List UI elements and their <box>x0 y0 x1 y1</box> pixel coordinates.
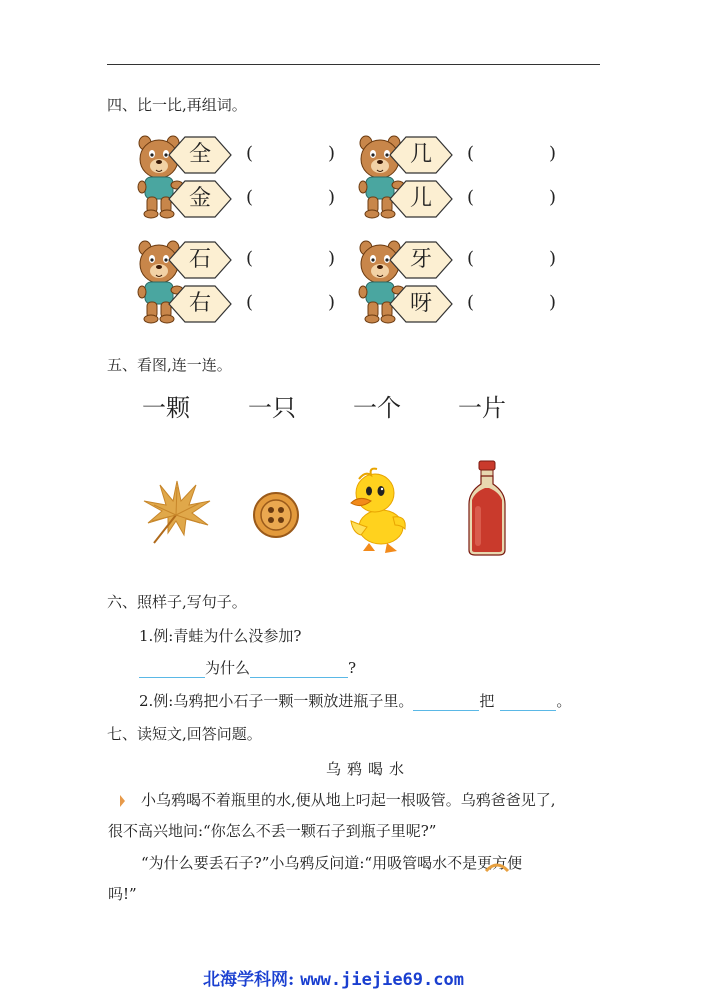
section5-heading: 五、看图,连一连。 <box>107 356 232 374</box>
passage-p1-line1: 小乌鸦喝不着瓶里的水,便从地上叼起一根吸管。乌鸦爸爸见了, <box>141 791 556 809</box>
character: 牙 <box>409 247 432 272</box>
compare-group-4 <box>358 240 578 324</box>
exercise-1-mid: 为什么 <box>205 659 251 677</box>
paren-close: ) <box>549 187 557 208</box>
word-answer-field[interactable] <box>480 288 544 318</box>
answer-blank-2a[interactable] <box>413 692 479 711</box>
measure-word-1[interactable]: 一颗 <box>142 394 190 422</box>
character-tag <box>167 179 233 219</box>
section4-heading: 四、比一比,再组词。 <box>107 96 247 114</box>
section7-heading: 七、读短文,回答问题。 <box>107 725 262 743</box>
paren-open: ( <box>467 143 475 164</box>
word-answer-field[interactable] <box>259 139 323 169</box>
answer-blank-1b[interactable] <box>250 659 348 678</box>
character: 右 <box>188 291 211 316</box>
compare-row <box>388 135 578 175</box>
passage-p1-line2: 很不高兴地问:“你怎么不丢一颗石子到瓶子里呢?” <box>108 822 437 840</box>
character-tag <box>388 240 454 280</box>
compare-group-1 <box>137 135 357 219</box>
exercise-2-mid: 把 <box>479 692 495 710</box>
measure-word-4[interactable]: 一片 <box>458 394 506 422</box>
paren-open: ( <box>246 248 254 269</box>
leaf-picture[interactable] <box>140 475 214 549</box>
character: 呀 <box>409 291 432 316</box>
measure-word-2[interactable]: 一只 <box>248 394 296 422</box>
answer-blank-2b[interactable] <box>500 692 556 711</box>
button-icon <box>252 491 300 539</box>
paren-open: ( <box>246 292 254 313</box>
answer-blank-1a[interactable] <box>139 659 205 678</box>
paren-close: ) <box>549 143 557 164</box>
character-tag <box>167 240 233 280</box>
bottle-picture[interactable] <box>463 458 511 562</box>
character: 全 <box>188 142 211 167</box>
example-2: 2.例:乌鸦把小石子一颗一颗放进瓶子里。 <box>139 692 414 710</box>
example-1: 1.例:青蛙为什么没参加? <box>139 627 302 645</box>
paren-open: ( <box>467 292 475 313</box>
character: 儿 <box>409 186 432 211</box>
compare-row <box>388 179 578 219</box>
character-tag <box>388 284 454 324</box>
compare-row <box>167 135 357 175</box>
paren-close: ) <box>328 248 336 269</box>
compare-row <box>388 240 578 280</box>
compare-row <box>167 284 357 324</box>
paren-open: ( <box>467 248 475 269</box>
leaf-icon <box>140 475 214 545</box>
paren-open: ( <box>246 143 254 164</box>
character: 几 <box>409 142 432 167</box>
bottle-icon <box>463 458 511 558</box>
character-tag <box>388 179 454 219</box>
passage-p2-line1: “为什么要丢石子?”小乌鸦反问道:“用吸管喝水不是更方便 <box>141 854 523 872</box>
paren-close: ) <box>328 187 336 208</box>
character: 石 <box>188 247 211 272</box>
compare-group-3 <box>137 240 357 324</box>
paren-open: ( <box>467 187 475 208</box>
section6-heading: 六、照样子,写句子。 <box>107 593 247 611</box>
orange-mark-icon <box>118 793 126 812</box>
passage-p2-line2: 吗!” <box>108 885 137 903</box>
paren-close: ) <box>549 292 557 313</box>
character-tag <box>167 135 233 175</box>
measure-word-3[interactable]: 一个 <box>353 394 401 422</box>
duckling-icon <box>345 463 409 559</box>
orange-arc-icon <box>484 858 510 877</box>
button-picture[interactable] <box>252 491 300 543</box>
exercise-2-end: 。 <box>556 692 572 710</box>
character-tag <box>167 284 233 324</box>
word-answer-field[interactable] <box>480 183 544 213</box>
exercise-1-end: ? <box>348 659 357 677</box>
footer <box>203 965 464 990</box>
paren-close: ) <box>328 292 336 313</box>
word-answer-field[interactable] <box>259 288 323 318</box>
paren-close: ) <box>328 143 336 164</box>
exercise-1-line <box>139 657 356 678</box>
top-rule <box>107 64 600 65</box>
compare-group-2 <box>358 135 578 219</box>
paren-close: ) <box>549 248 557 269</box>
word-answer-field[interactable] <box>480 244 544 274</box>
compare-row <box>388 284 578 324</box>
compare-row <box>167 179 357 219</box>
passage-title: 乌鸦喝水 <box>326 760 411 778</box>
compare-row <box>167 240 357 280</box>
paren-open: ( <box>246 187 254 208</box>
duckling-picture[interactable] <box>345 463 409 563</box>
footer-site-name: 北海学科网: <box>203 970 295 990</box>
character: 金 <box>188 186 211 211</box>
exercise-2-line <box>139 690 571 711</box>
character-tag <box>388 135 454 175</box>
footer-url[interactable]: www.jiejie69.com <box>300 970 464 990</box>
word-answer-field[interactable] <box>480 139 544 169</box>
word-answer-field[interactable] <box>259 244 323 274</box>
word-answer-field[interactable] <box>259 183 323 213</box>
